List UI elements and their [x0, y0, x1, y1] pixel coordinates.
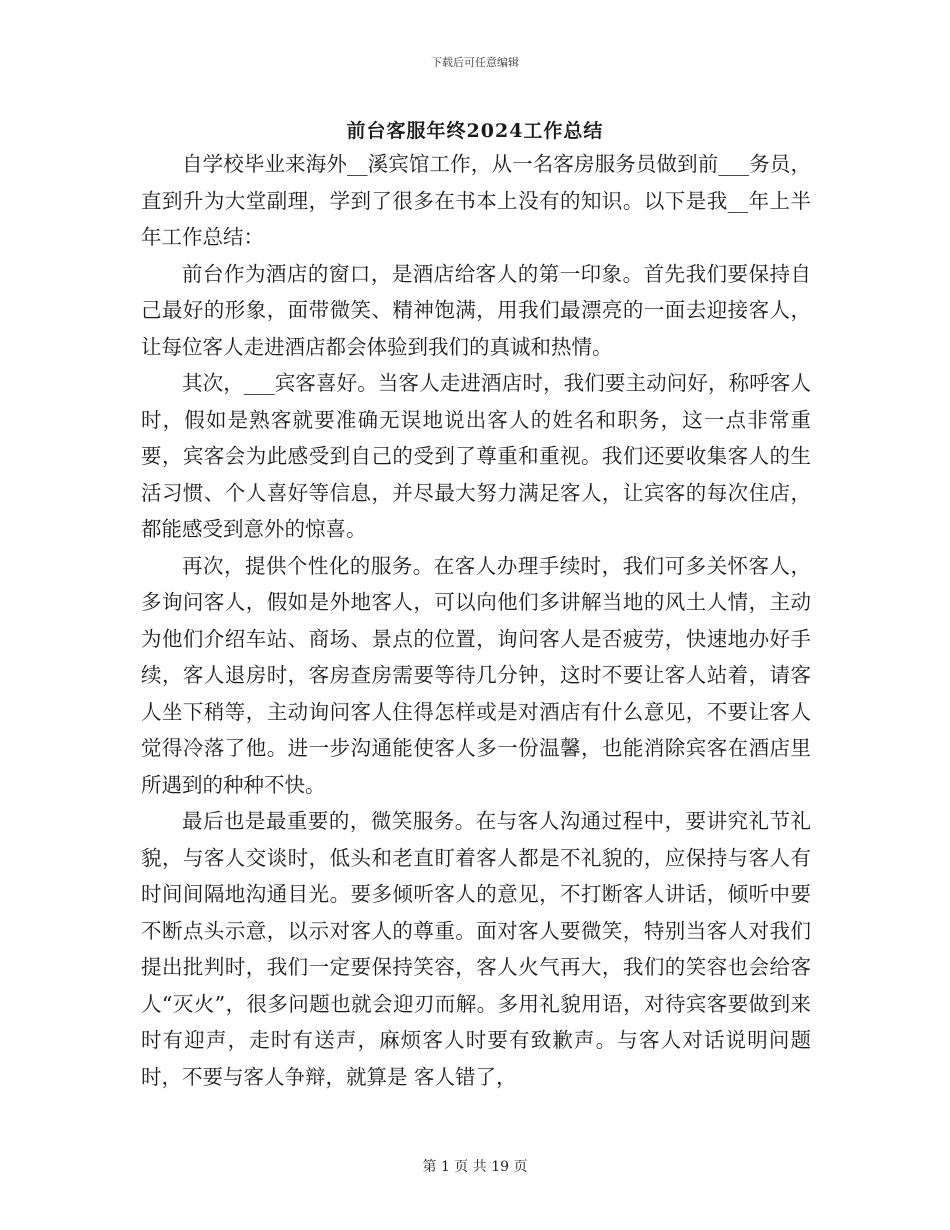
paragraph-1: 自学校毕业来海外__溪宾馆工作，从一名客房服务员做到前___务员，直到升为大堂副理，学到了很多在书本上没有的知识。以下是我__年上半年工作总结：: [141, 152, 811, 249]
paragraph-4: 再次，提供个性化的服务。在客人办理手续时，我们可多关怀客人，多询问客人，假如是外地客人，可以向他们多讲解当地的风土人情，主动为他们介绍车站、商场、景点的位置，询问客人是否疲劳，快速地办好手续，客人退房时，客房查房需要等待几分钟，这时不要让客人站着，请客人坐下稍等，主动询问客人住得怎样或是对酒店有什么意见，不要让客人觉得冷落了他。进一步沟通能使客人多一份温馨，也能消除宾客在酒店里所遇到的种种不快。: [141, 553, 811, 797]
document-title: 前台客服年终2024工作总结: [346, 120, 604, 142]
page-number-footer: 第 1 页 共 19 页: [422, 1159, 528, 1175]
paragraph-5: 最后也是最重要的，微笑服务。在与客人沟通过程中，要讲究礼节礼貌，与客人交谈时，低头和老直盯着客人都是不礼貌的，应保持与客人有时间间隔地沟通目光。要多倾听客人的意见，不打断客人讲话，倾听中要不断点头示意，以示对客人的尊重。面对客人要微笑，特别当客人对我们提出批判时，我们一定要保持笑容，客人火气再大，我们的笑容也会给客人“灭火”，很多问题也就会迎刃而解。多用礼貌用语，对待宾客要做到来时有迎声，走时有送声，麻烦客人时要有致歉声。与客人对话说明问题时，不要与客人争辩，就算是 客人错了，: [141, 809, 811, 1089]
paragraph-3: 其次，___宾客喜好。当客人走进酒店时，我们要主动问好，称呼客人时，假如是熟客就要准确无误地说出客人的姓名和职务，这一点非常重要，宾客会为此感受到自己的受到了尊重和重视。我们还要收集客人的生活习惯、个人喜好等信息，并尽最大努力满足客人，让宾客的每次住店，都能感受到意外的惊喜。: [141, 371, 811, 541]
paragraph-2: 前台作为酒店的窗口，是酒店给客人的第一印象。首先我们要保持自己最好的形象，面带微笑、精神饱满，用我们最漂亮的一面去迎接客人，让每位客人走进酒店都会体验到我们的真诚和热情。: [141, 261, 811, 359]
header-note: 下载后可任意编辑: [431, 56, 519, 69]
document-body: [141, 146, 811, 1095]
